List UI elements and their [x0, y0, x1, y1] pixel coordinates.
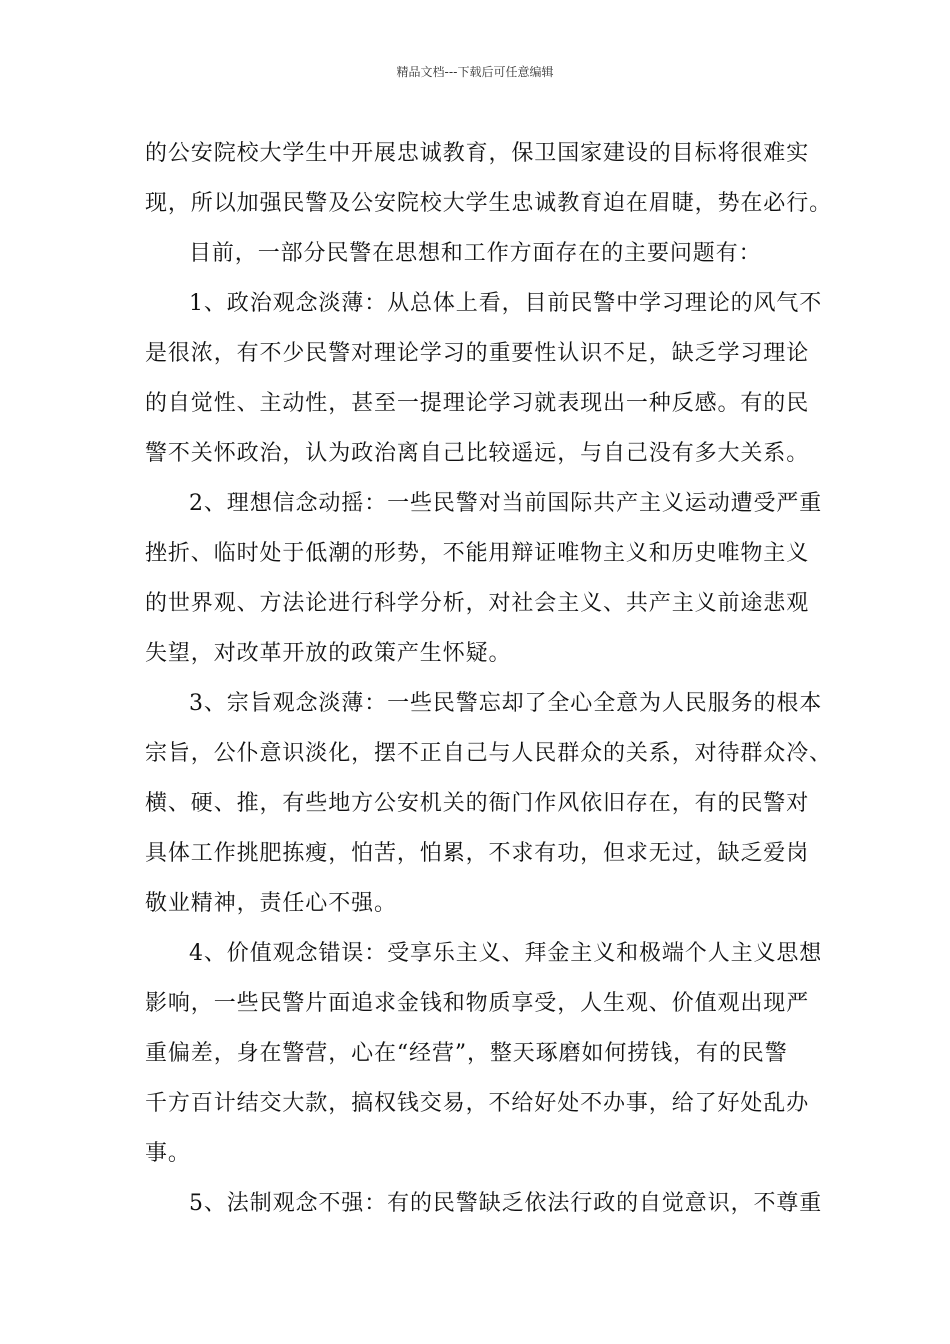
paragraph-first-line: 1、政治观念淡薄：从总体上看，目前民警中学习理论的风气不 [189, 291, 823, 316]
text-line: 警不关怀政治，认为政治离自己比较遥远，与自己没有多大关系。 [145, 441, 810, 466]
page-header: 精品文档---下载后可任意编辑 [396, 65, 554, 79]
paragraph-first-line: 目前，一部分民警在思想和工作方面存在的主要问题有： [189, 241, 762, 266]
paragraph-first-line: 2、理想信念动摇：一些民警对当前国际共产主义运动遭受严重 [189, 491, 823, 516]
text-line: 的自觉性、主动性，甚至一提理论学习就表现出一种反感。有的民 [145, 391, 810, 416]
text-line: 的世界观、方法论进行科学分析，对社会主义、共产主义前途悲观 [145, 591, 810, 616]
text-line: 影响，一些民警片面追求金钱和物质享受，人生观、价值观出现严 [145, 991, 810, 1016]
text-line: 失望，对改革开放的政策产生怀疑。 [145, 641, 512, 666]
text-line: 事。 [145, 1141, 191, 1166]
paragraph-first-line: 4、价值观念错误：受享乐主义、拜金主义和极端个人主义思想 [189, 941, 823, 966]
text-line: 挫折、临时处于低潮的形势，不能用辩证唯物主义和历史唯物主义 [145, 541, 810, 566]
text-line: 具体工作挑肥拣瘦，怕苦，怕累，不求有功，但求无过，缺乏爱岗 [145, 841, 810, 866]
text-line: 千方百计结交大款，搞权钱交易，不给好处不办事，给了好处乱办 [145, 1091, 810, 1116]
text-line: 重偏差，身在警营，心在“经营”，整天琢磨如何捞钱，有的民警 [145, 1041, 788, 1066]
text-line: 敬业精神，责任心不强。 [145, 891, 397, 916]
text-line: 宗旨，公仆意识淡化，摆不正自己与人民群众的关系，对待群众冷、 [145, 741, 833, 766]
text-line: 横、硬、推，有些地方公安机关的衙门作风依旧存在，有的民警对 [145, 791, 810, 816]
document-body [145, 129, 833, 1229]
paragraph-first-line: 3、宗旨观念淡薄：一些民警忘却了全心全意为人民服务的根本 [189, 691, 823, 716]
text-line: 是很浓，有不少民警对理论学习的重要性认识不足，缺乏学习理论 [145, 341, 810, 366]
text-line: 现，所以加强民警及公安院校大学生忠诚教育迫在眉睫，势在必行。 [145, 191, 833, 216]
text-line: 的公安院校大学生中开展忠诚教育，保卫国家建设的目标将很难实 [145, 141, 810, 166]
paragraph-first-line: 5、法制观念不强：有的民警缺乏依法行政的自觉意识，不尊重 [189, 1191, 823, 1216]
